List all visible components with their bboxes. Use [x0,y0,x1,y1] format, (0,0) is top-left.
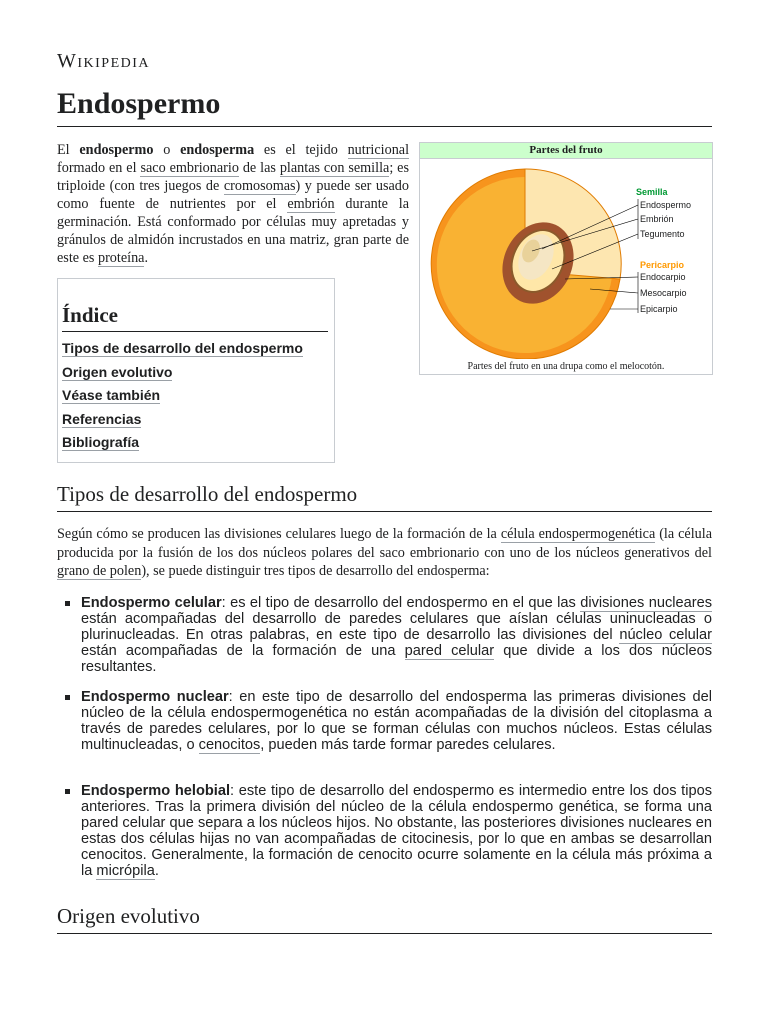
toc-item-referencias[interactable]: Referencias [62,411,142,427]
toc-title: Índice [62,303,119,327]
link-embrion[interactable]: embrión [287,196,335,212]
label-epicarpio: Epicarpio [640,304,678,314]
infobox-caption: Partes del fruto en una drupa como el melocotón. [467,361,665,372]
link-micropila[interactable]: micrópila [96,863,155,879]
list-item-text [81,689,712,753]
list-item-text [81,783,712,879]
section-heading-origen: Origen evolutivo [57,904,200,928]
list-item-helobial [57,783,712,879]
paragraph-text: ), se puede distinguir tres tipos de desarrollo del endosperma: [141,563,490,579]
intro-text: de las [238,160,280,176]
section-divider [57,511,712,512]
toc-item-vease[interactable]: Véase también [62,387,161,403]
term-bold: Endospermo helobial [81,783,231,799]
link-celula-endospermogenetica[interactable]: célula endospermogenética [500,526,656,542]
bullet-icon [65,789,70,794]
paragraph-text: Según cómo se producen las divisiones celulares luego de la formación de la [57,526,501,542]
term-bold: Endospermo celular [81,595,222,611]
logo-text: Wikipedia [57,50,151,72]
section-heading-tipos: Tipos de desarrollo del endospermo [57,482,358,506]
label-embrion: Embrión [640,214,674,224]
item-text: están acompañadas del desarrollo de paredes celulares que aíslan células uninucleadas o plurinucleadas. En otras palabras, en este tipo de desarrollo las divisiones del [81,611,712,643]
intro-text: El [57,142,80,158]
page-title: Endospermo [57,87,221,120]
intro-text: ) y puede ser usado como fuente de nutrientes por el [57,178,409,212]
list-item-text [81,595,712,675]
item-text: : en este tipo de desarrollo del endosperma las primeras divisiones del núcleo de la célula endospermogenética no están acompañadas de la división del citoplasma a través de paredes celulares, por lo que se forman células con muchos núcleos. Estas células multinucleadas, o [81,689,712,753]
tipos-intro-paragraph [57,525,712,581]
link-nucleo-celular[interactable]: núcleo celular [619,627,712,643]
item-text: , pueden más tarde formar paredes celulares. [260,737,556,753]
link-cenocitos[interactable]: cenocitos [198,737,261,753]
link-cromosomas[interactable]: cromosomas [223,178,296,194]
link-proteina[interactable]: proteína [97,250,145,266]
intro-text: es el tejido [254,142,348,158]
link-pared-celular[interactable]: pared celular [404,643,495,659]
toc-item-bibliografia[interactable]: Bibliografía [62,434,140,450]
intro-text: ; es triploide (con tres juegos de [57,160,409,194]
intro-text: o [153,142,181,158]
list-item-nuclear [57,689,712,753]
table-of-contents [57,278,335,463]
fruit-diagram[interactable] [420,159,712,359]
item-text: que divide a los dos núcleos resultantes. [81,643,712,675]
infobox [419,142,713,375]
infobox-title: Partes del fruto [420,143,712,159]
wikipedia-logo[interactable] [57,50,150,73]
intro-text: durante la germinación. Está conformado por células muy apretadas y gránulos de almidón incrustados en una matriz, gran parte de este es [57,196,409,266]
item-text: : este tipo de desarrollo del endospermo es intermedio entre los dos tipos anteriores. Tras la primera división del núcleo de la célula endospermo genética, se forma una pared celular que separa a los núcleos hijos. No obstante, las posteriores divisiones nucleares en estas dos células hijas no van acompañadas de citocinesis, por lo que en ambas se desarrollan cenocitos. Generalmente, la formación de cenocito ocurre solamente en la célula más próxima a la [81,783,712,879]
intro-text: . [144,250,149,266]
item-text: : es el tipo de desarrollo del endospermo en el que las [221,595,581,611]
label-endospermo: Endospermo [640,200,692,210]
link-nutricional[interactable]: nutricional [347,142,410,158]
bullet-icon [65,695,70,700]
label-mesocarpio: Mesocarpio [640,288,687,298]
intro-text: formado en el [57,160,141,176]
item-text: están acompañadas de la formación de una [81,643,405,659]
section-divider [57,933,712,934]
intro-bold-term: endosperma [180,142,255,158]
link-plantas-con-semilla[interactable]: plantas con semilla [279,160,390,176]
title-divider [57,126,712,127]
toc-item-origen[interactable]: Origen evolutivo [62,364,173,380]
label-tegumento: Tegumento [640,229,685,239]
list-item-celular [57,595,712,675]
intro-bold-term: endospermo [79,142,154,158]
label-endocarpio: Endocarpio [640,272,686,282]
term-bold: Endospermo nuclear [81,689,229,705]
toc-item-tipos[interactable]: Tipos de desarrollo del endospermo [62,340,303,356]
paragraph-text: (la célula producida por la fusión de los dos núcleos polares del saco embrionario con uno de los núcleos generativos del [57,526,712,561]
toc-divider [62,331,328,332]
item-text: . [154,863,159,879]
bullet-icon [65,601,70,606]
intro-paragraph [57,141,409,267]
link-divisiones-nucleares[interactable]: divisiones nucleares [580,595,712,611]
label-pericarpio: Pericarpio [640,260,685,270]
link-saco-embrionario[interactable]: saco embrionario [140,160,239,176]
label-semilla: Semilla [636,187,668,197]
link-grano-de-polen[interactable]: grano de polen [57,563,142,579]
